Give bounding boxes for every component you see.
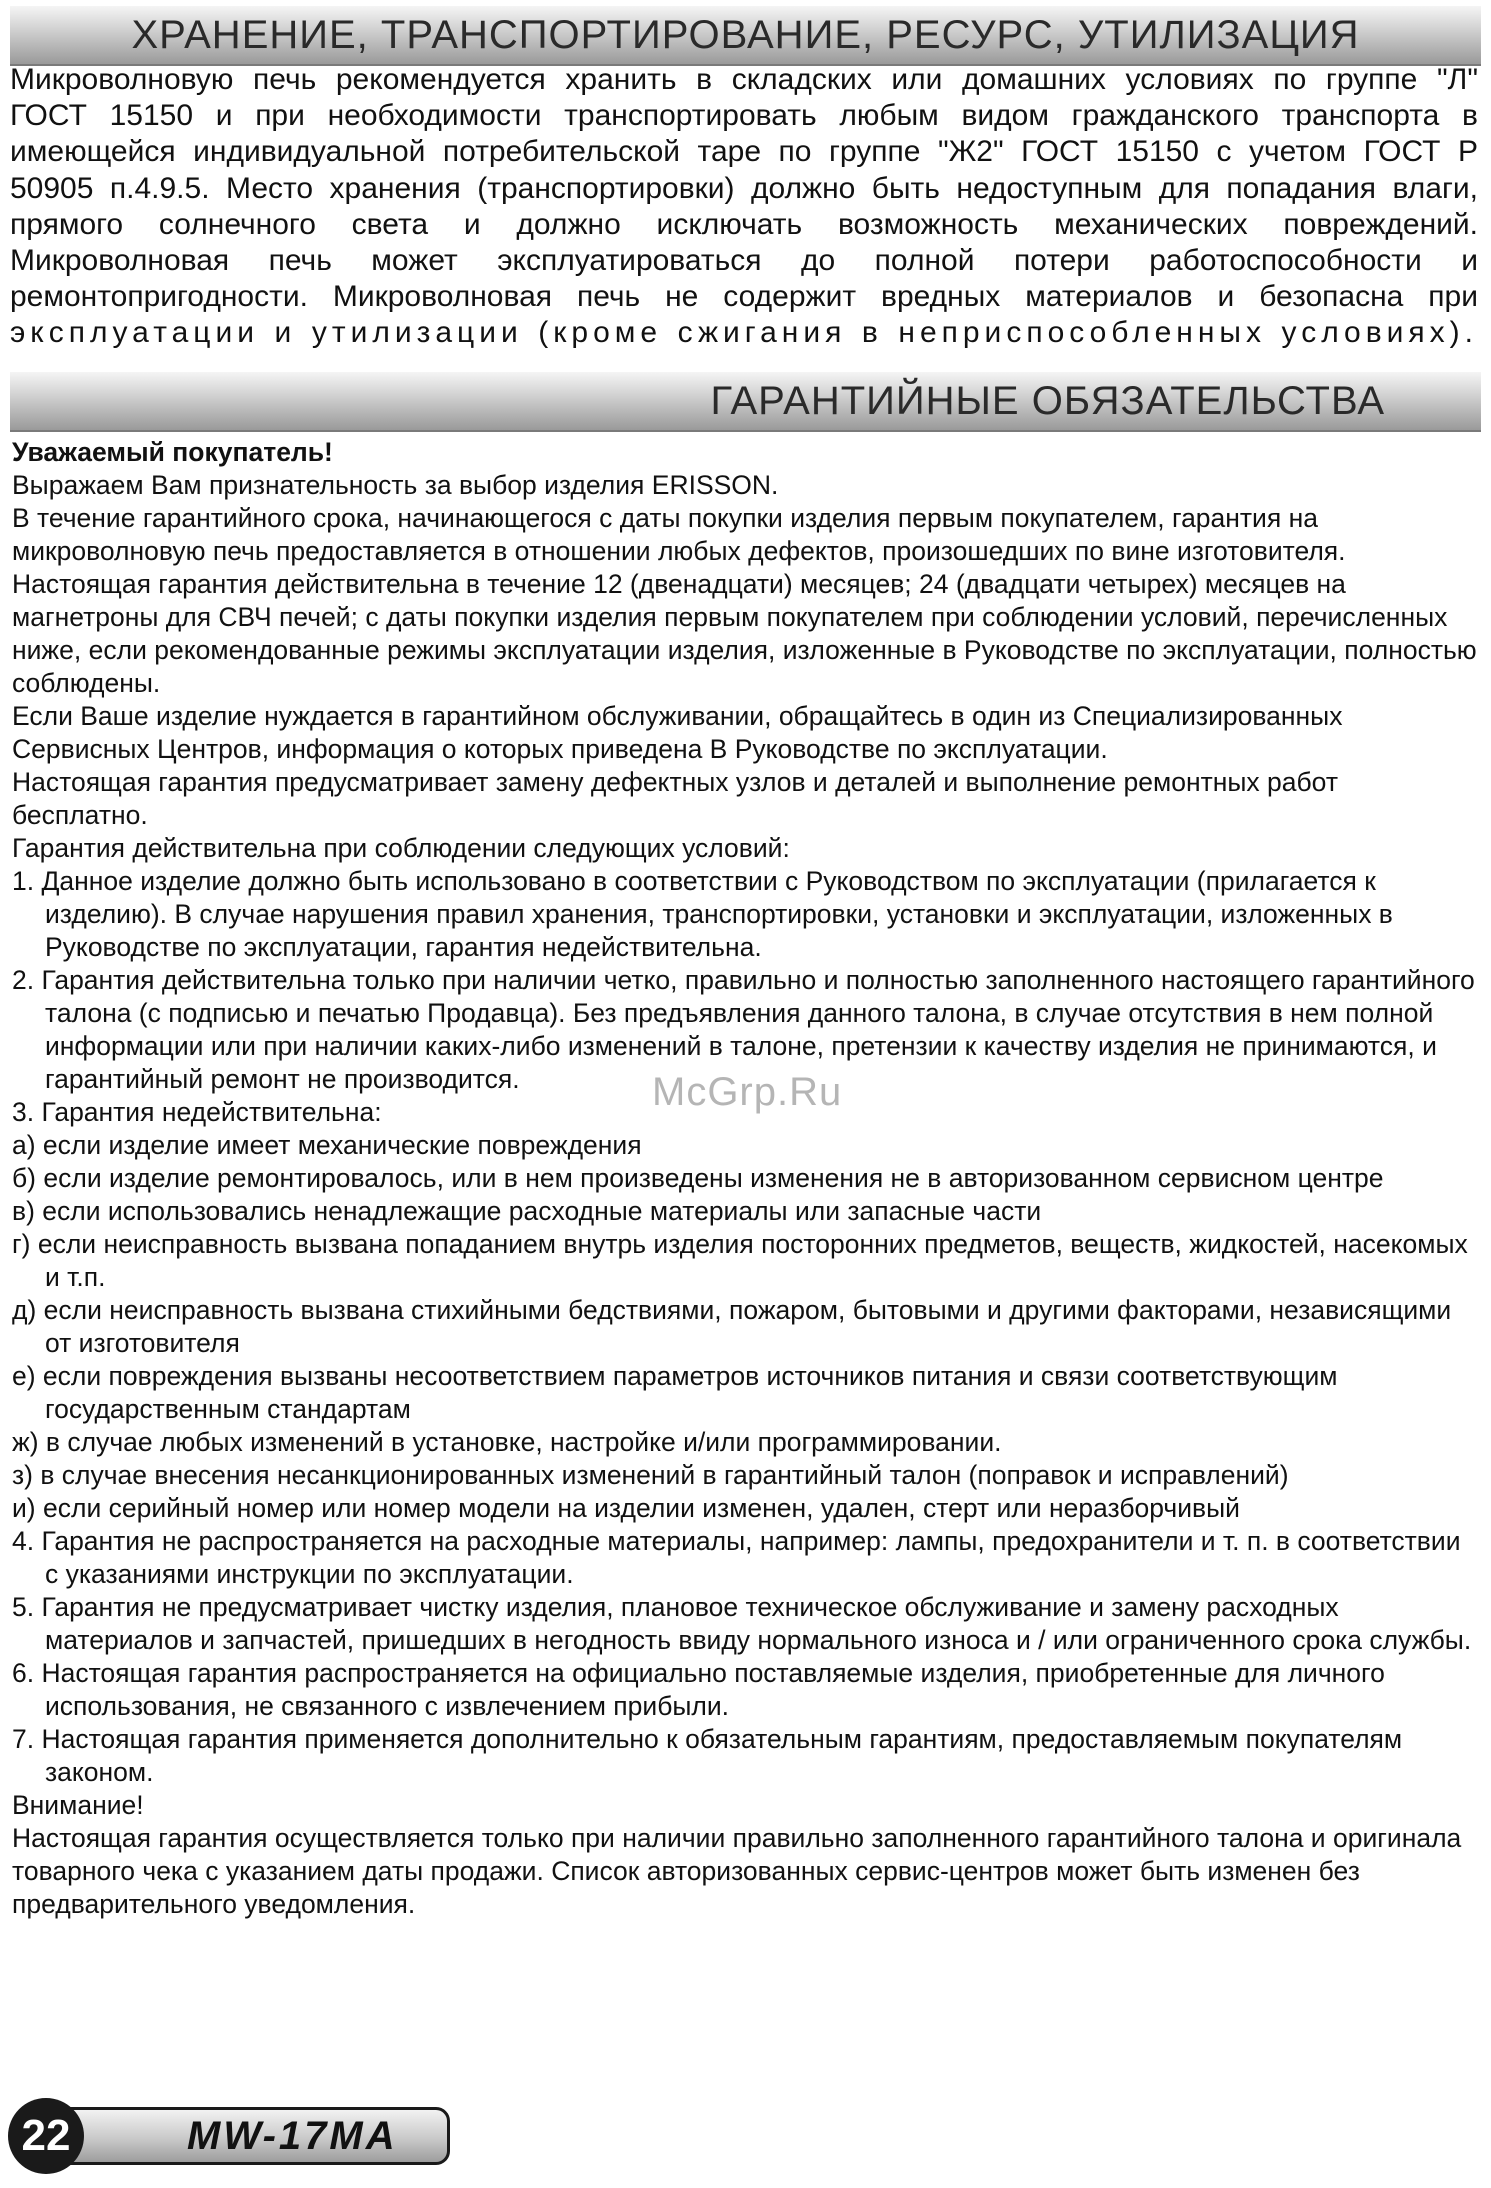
storage-text <box>10 62 1478 352</box>
condition-item: 6. Настоящая гарантия распространяется на официально поставляемые изделия, приобретенные для личного использования, не связанного с извлечением прибыли. <box>12 1658 1385 1721</box>
condition-item: 3. Гарантия недействительна: <box>12 1097 382 1127</box>
condition-item: ж) в случае любых изменений в установке, настройке и/или программировании. <box>12 1427 1002 1457</box>
paragraph: Настоящая гарантия предусматривает замену дефектных узлов и деталей и выполнение ремонтных работ бесплатно. <box>12 767 1338 830</box>
paragraph: Гарантия действительна при соблюдении следующих условий: <box>12 833 790 863</box>
condition-item: и) если серийный номер или номер модели на изделии изменен, удален, стерт или неразборчивый <box>12 1493 1240 1523</box>
storage-line: эксплуатации и утилизации (кроме сжигания в неприспособленных условиях). <box>10 316 1478 350</box>
storage-line: прямого солнечного света и должно исключать возможность механических повреждений. <box>10 207 1478 241</box>
storage-line: имеющейся индивидуальной потребительской таре по группе "Ж2" ГОСТ 15150 с учетом ГОСТ Р <box>10 135 1478 169</box>
paragraph: Настоящая гарантия действительна в течение 12 (двенадцати) месяцев; 24 (двадцати четырех) месяцев на магнетроны для СВЧ печей; с даты покупки изделия первым покупателем при соблюдении условий, перечисленных ниже, если рекомендованные режимы эксплуатации изделия, изложенные в Руководстве по эксплуатации, полностью соблюдены. <box>12 569 1477 698</box>
model-badge <box>58 2107 450 2165</box>
model-name: MW-17MA <box>187 2113 398 2158</box>
attention-label: Внимание! <box>12 1790 144 1820</box>
condition-item: 7. Настоящая гарантия применяется дополнительно к обязательным гарантиям, предоставляемым покупателям законом. <box>12 1724 1403 1787</box>
closing-paragraph: Настоящая гарантия осуществляется только при наличии правильно заполненного гарантийного талона и оригинала товарного чека с указанием даты продажи. Список авторизованных сервис-центров может быть изменен без предварительного уведомления. <box>12 1823 1462 1919</box>
condition-item: д) если неисправность вызвана стихийными бедствиями, пожаром, бытовыми и другими факторами, независящими от изготовителя <box>12 1295 1452 1358</box>
condition-item: в) если использовались ненадлежащие расходные материалы или запасные части <box>12 1196 1042 1226</box>
warranty-section-title: ГАРАНТИЙНЫЕ ОБЯЗАТЕЛЬСТВА <box>710 378 1385 423</box>
storage-line: ГОСТ 15150 и при необходимости транспортировать любым видом гражданского транспорта в <box>10 99 1478 133</box>
paragraph: В течение гарантийного срока, начинающегося с даты покупки изделия первым покупателем, гарантия на микроволновую печь предоставляется в отношении любых дефектов, произошедших по вине изготовителя. <box>12 503 1346 566</box>
storage-section-title: ХРАНЕНИЕ, ТРАНСПОРТИРОВАНИЕ, РЕСУРС, УТИЛИЗАЦИЯ <box>131 12 1360 57</box>
storage-line: Микроволновая печь может эксплуатироваться до полной потери работоспособности и <box>10 244 1478 278</box>
watermark: McGrp.Ru <box>652 1070 843 1114</box>
condition-item: е) если повреждения вызваны несоответствием параметров источников питания и связи соответствующим государственным стандартам <box>12 1361 1338 1424</box>
condition-item: 2. Гарантия действительна только при наличии четко, правильно и полностью заполненного настоящего гарантийного талона (с подписью и печатью Продавца). Без предъявления данного талона, в случае отсутствия в нем полной информации или при наличии каких-либо изменений в талоне, претензии к качеству изделия не принимаются, и гарантийный ремонт не производится. <box>12 965 1475 1094</box>
warranty-section-header <box>10 372 1481 432</box>
paragraph: Если Ваше изделие нуждается в гарантийном обслуживании, обращайтесь в один из Специализированных Сервисных Центров, информация о которых приведена В Руководстве по эксплуатации. <box>12 701 1343 764</box>
condition-item: 4. Гарантия не распространяется на расходные материалы, например: лампы, предохранители и т. п. в соответствии с указаниями инструкции по эксплуатации. <box>12 1526 1461 1589</box>
storage-line: Микроволновую печь рекомендуется хранить в складских или домашних условиях по группе "Л" <box>10 63 1478 96</box>
condition-item: 5. Гарантия не предусматривает чистку изделия, плановое техническое обслуживание и замену расходных материалов и запчастей, пришедших в негодность ввиду нормального износа и / или ограниченного срока службы. <box>12 1592 1472 1655</box>
storage-section-header <box>10 6 1481 66</box>
condition-item: з) в случае внесения несанкционированных изменений в гарантийный талон (поправок и исправлений) <box>12 1460 1289 1490</box>
storage-line: 50905 п.4.9.5. Место хранения (транспортировки) должно быть недоступным для попадания влаги, <box>10 171 1478 205</box>
storage-line: ремонтопригодности. Микроволновая печь не содержит вредных материалов и безопасна при <box>10 280 1478 314</box>
greeting: Уважаемый покупатель! <box>12 437 333 467</box>
condition-item: а) если изделие имеет механические повреждения <box>12 1130 642 1160</box>
condition-item: 1. Данное изделие должно быть использовано в соответствии с Руководством по эксплуатации (прилагается к изделию). В случае нарушения правил хранения, транспортировки, установки и эксплуатации, изложенных в Руководстве по эксплуатации, гарантия недействительна. <box>12 866 1393 962</box>
page-footer <box>8 2098 458 2174</box>
condition-item: г) если неисправность вызвана попаданием внутрь изделия посторонних предметов, веществ, жидкостей, насекомых и т.п. <box>12 1229 1468 1292</box>
condition-item: б) если изделие ремонтировалось, или в нем произведены изменения не в авторизованном сервисном центре <box>12 1163 1384 1193</box>
paragraph: Выражаем Вам признательность за выбор изделия ERISSON. <box>12 470 779 500</box>
warranty-text <box>12 436 1480 1921</box>
page-number: 22 <box>8 2098 84 2174</box>
